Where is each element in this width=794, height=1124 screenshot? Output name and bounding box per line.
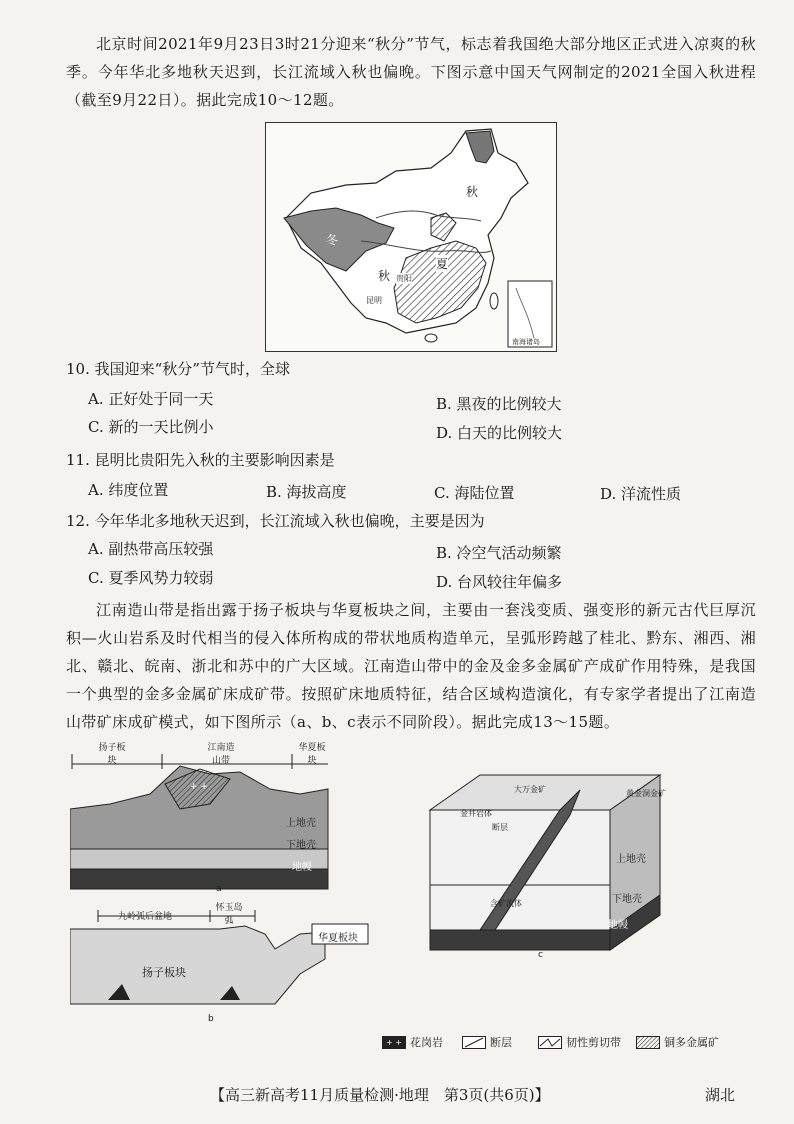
granite-symbol: + + [382, 1036, 406, 1049]
legend-copper-ore-label: 铜多金属矿 [664, 1036, 719, 1049]
map-inset-label: 南海诸岛 [512, 338, 540, 346]
map-label-summer: 夏 [436, 257, 449, 271]
fig-a-label-jiangnan: 江南造山带 [207, 743, 235, 766]
question-12-stem: 12. 今年华北多地秋天迟到，长江流域入秋也偏晚，主要是因为 [66, 512, 485, 530]
q12-option-d: D. 台风较往年偏多 [436, 573, 563, 591]
fig-c-label-jinjing: 金井岩体 [460, 809, 492, 818]
legend-granite-label: 花岗岩 [410, 1036, 443, 1049]
q11-option-a: A. 纬度位置 [88, 481, 169, 499]
question-11-stem: 11. 昆明比贵阳先入秋的主要影响因素是 [66, 451, 335, 469]
map-label-autumn-southwest: 秋 [378, 269, 391, 283]
map-label-kunming: 昆明 [366, 296, 382, 305]
legend-fault [462, 1034, 512, 1050]
fig-c-caption: c [538, 950, 543, 960]
question-10-stem: 10. 我国迎来“秋分”节气时，全球 [66, 360, 290, 378]
q10-option-c: C. 新的一天比例小 [88, 418, 214, 436]
figure-b [70, 904, 410, 1028]
fig-b-caption: b [208, 1014, 214, 1024]
fig-c-mantle: 地幔 [608, 920, 628, 931]
copper-ore-symbol [636, 1036, 660, 1049]
fig-a-upper-crust: 上地壳 [286, 818, 316, 829]
map-label-autumn-north: 秋 [466, 185, 479, 199]
q12-option-a: A. 副热带高压较强 [88, 540, 214, 558]
region-label: 湖北 [705, 1086, 736, 1104]
fig-a-mantle: 地幔 [292, 862, 312, 873]
q11-option-d: D. 洋流性质 [600, 485, 682, 503]
fig-c-label-fault: 断层 [492, 823, 508, 832]
legend-shear-zone-label: 韧性剪切带 [566, 1036, 621, 1049]
fig-c-label-huangjindong: 黄金洞金矿 [626, 789, 666, 798]
page-footer: 【高三新高考11月质量检测·地理 第3页(共6页)】 [210, 1086, 550, 1104]
fig-c-upper-crust: 上地壳 [616, 854, 646, 865]
map-label-winter: 冬 [326, 233, 339, 247]
legend-granite [382, 1034, 443, 1050]
fig-a-label-yangtze: 扬子板块 [98, 743, 126, 766]
q10-option-d: D. 白天的比例较大 [436, 424, 563, 442]
map-label-guiyang: 贵阳 [396, 274, 412, 283]
china-map-drawing [266, 123, 556, 351]
legend-fault-label: 断层 [490, 1036, 512, 1049]
fig-b-label-huaxia: 华夏板块 [318, 933, 358, 944]
china-autumn-map [265, 122, 557, 352]
intro-paragraph-1: 北京时间2021年9月23日3时21分迎来“秋分”节气，标志着我国绝大部分地区正式进入凉爽的秋季。今年华北多地秋天迟到，长江流域入秋也偏晚。下图示意中国天气网制定的2021全国入秋进程（截至9月22日）。据此完成10～12题。 [66, 35, 756, 109]
svg-text:+ +: + + [190, 782, 208, 792]
fig-a-lower-crust: 下地壳 [286, 840, 316, 851]
q12-option-b: B. 冷空气活动频繁 [436, 544, 562, 562]
figure-a [70, 744, 330, 894]
q12-option-c: C. 夏季风势力较弱 [88, 569, 214, 587]
legend-shear-zone [538, 1034, 621, 1050]
fault-symbol [462, 1036, 486, 1049]
fig-c-lower-crust: 下地壳 [612, 894, 642, 905]
fig-b-label-jiuling: 九岭弧后盆地 [118, 912, 173, 922]
shear-zone-symbol [538, 1036, 562, 1049]
legend-copper-ore [636, 1034, 719, 1050]
fig-a-label-huaxia: 华夏板块 [298, 743, 326, 766]
intro-paragraph-2: 江南造山带是指出露于扬子板块与华夏板块之间，主要由一套浅变质、强变形的新元古代巨厚沉积—火山岩系及时代相当的侵入体所构成的带状地质构造单元，呈弧形跨越了桂北、黔东、湘西、湘北、赣北、皖南、浙北和苏中的广大区域。江南造山带中的金及金多金属矿产成矿作用特殊，是我国一个典型的金多金属矿床成矿带。按照矿床地质特征，结合区域构造演化，有专家学者提出了江南造山带矿床成矿模式，如下图所示（a、b、c表示不同阶段）。据此完成13～15题。 [66, 601, 756, 731]
fig-c-label-dawan: 大万金矿 [514, 785, 546, 794]
q11-option-c: C. 海陆位置 [434, 484, 515, 502]
fig-b-label-yangtze: 扬子板块 [142, 966, 186, 979]
fig-a-caption: a [216, 884, 222, 894]
q10-option-b: B. 黑夜的比例较大 [436, 395, 562, 413]
fig-b-label-huaiyu: 怀玉岛弧 [215, 903, 243, 926]
figure-c [420, 770, 666, 960]
fig-c-label-fluid: 含矿流体 [490, 899, 522, 908]
q10-option-a: A. 正好处于同一天 [88, 390, 214, 408]
q11-option-b: B. 海拔高度 [266, 483, 347, 501]
